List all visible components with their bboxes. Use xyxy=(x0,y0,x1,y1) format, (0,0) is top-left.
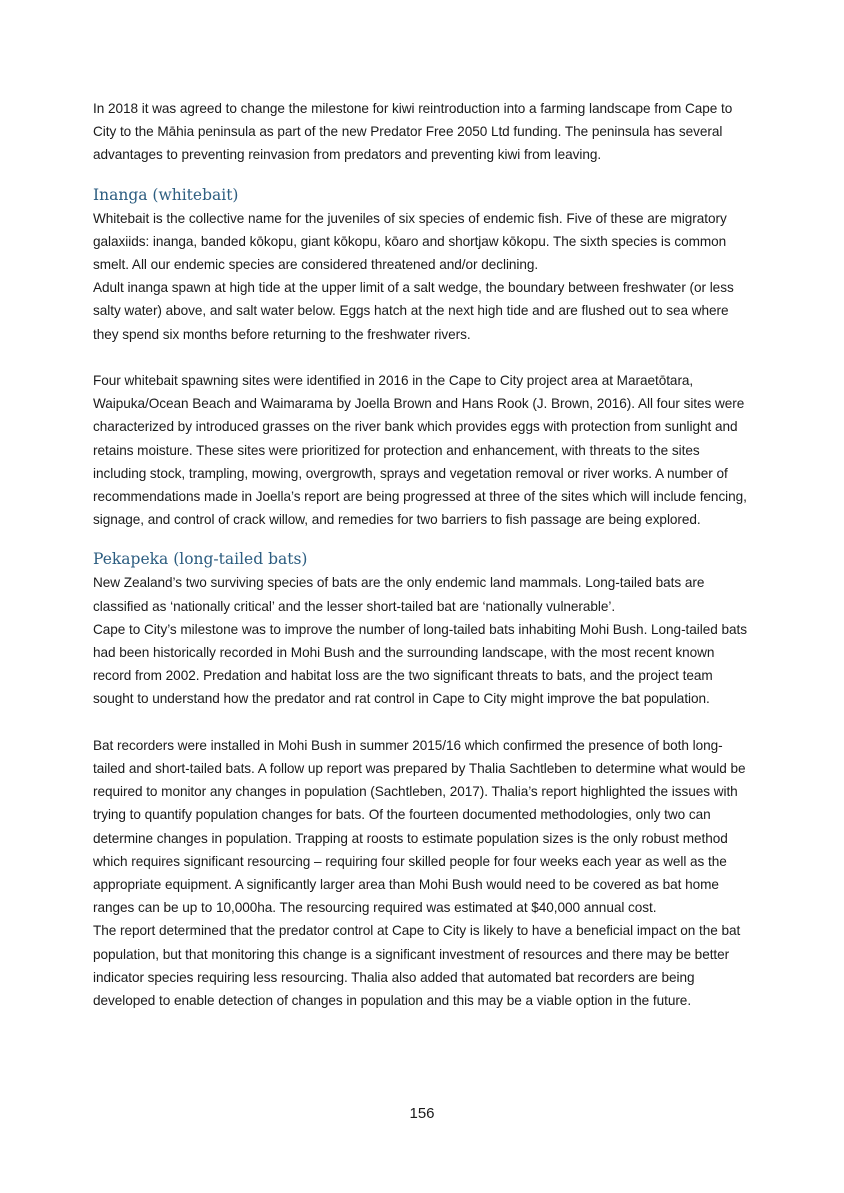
inanga-paragraph-1: Whitebait is the collective name for the juveniles of six species of endemic fish. Five of these are migratory galaxiids: inanga, banded kōkopu, giant kōkopu, kōaro and shortjaw kōkopu. The sixth species is common smelt. All our endemic species are considered threatened and/or declining. xyxy=(93,210,727,273)
paragraph-spacer xyxy=(93,711,753,734)
pekapeka-paragraph-1: New Zealand’s two surviving species of bats are the only endemic land mammals. Long-tailed bats are classified as ‘nationally critical’ and the lesser short-tailed bat are ‘nationally vulnerable’. xyxy=(93,575,705,614)
intro-paragraph: In 2018 it was agreed to change the milestone for kiwi reintroduction into a farming landscape from Cape to City to the Māhia peninsula as part of the new Predator Free 2050 Ltd funding. The peninsula has several advantages to preventing reinvasion from predators and preventing kiwi from leaving. xyxy=(93,101,733,163)
page-content xyxy=(93,97,753,1012)
paragraph-spacer xyxy=(93,346,753,369)
pekapeka-paragraph-2: Cape to City’s milestone was to improve the number of long-tailed bats inhabiting Mohi Bush. Long-tailed bats had been historically recorded in Mohi Bush and the surrounding landscape, with the most recent known record from 2002. Predation and habitat loss are the two significant threats to bats, and the project team sought to understand how the predator and rat control in Cape to City might improve the bat population. xyxy=(93,621,747,707)
pekapeka-paragraph-3: Bat recorders were installed in Mohi Bush in summer 2015/16 which confirmed the presence of both long-tailed and short-tailed bats. A follow up report was prepared by Thalia Sachtleben to determine what would be required to monitor any changes in population (Sachtleben, 2017). Thalia’s report highlighted the issues with trying to quantify population changes for bats. Of the fourteen documented methodologies, only two can determine changes in population. Trapping at roosts to estimate population sizes is the only robust method which requires significant resourcing – requiring four skilled people for four weeks each year as well as the appropriate equipment. A significantly larger area than Mohi Bush would need to be covered as bat home ranges can be up to 10,000ha. The resourcing required was estimated at $40,000 annual cost. xyxy=(93,737,746,916)
inanga-heading: Inanga (whitebait) xyxy=(93,185,239,204)
pekapeka-heading: Pekapeka (long-tailed bats) xyxy=(93,550,308,569)
inanga-paragraph-2: Adult inanga spawn at high tide at the upper limit of a salt wedge, the boundary between freshwater (or less salty water) above, and salt water below. Eggs hatch at the next high tide and are flushed out to sea where they spend six months before returning to the freshwater rivers. xyxy=(93,280,734,342)
page-number: 156 xyxy=(409,1105,435,1122)
inanga-paragraph-3: Four whitebait spawning sites were identified in 2016 in the Cape to City project area at Maraetōtara, Waipuka/Ocean Beach and Waimarama by Joella Brown and Hans Rook (J. Brown, 2016). All four sites were characterized by introduced grasses on the river bank which provides eggs with protection from sunlight and retains moisture. These sites were prioritized for protection and enhancement, with threats to the sites including stock, trampling, mowing, overgrowth, sprays and vegetation removal or river works. A number of recommendations made in Joella’s report are being progressed at three of the sites which will include fencing, signage, and control of crack willow, and remedies for two barriers to fish passage are being explored. xyxy=(93,373,747,528)
pekapeka-paragraph-4: The report determined that the predator control at Cape to City is likely to have a beneficial impact on the bat population, but that monitoring this change is a significant investment of resources and there may be better indicator species requiring less resourcing. Thalia also added that automated bat recorders are being developed to enable detection of changes in population and this may be a viable option in the future. xyxy=(93,923,741,1009)
